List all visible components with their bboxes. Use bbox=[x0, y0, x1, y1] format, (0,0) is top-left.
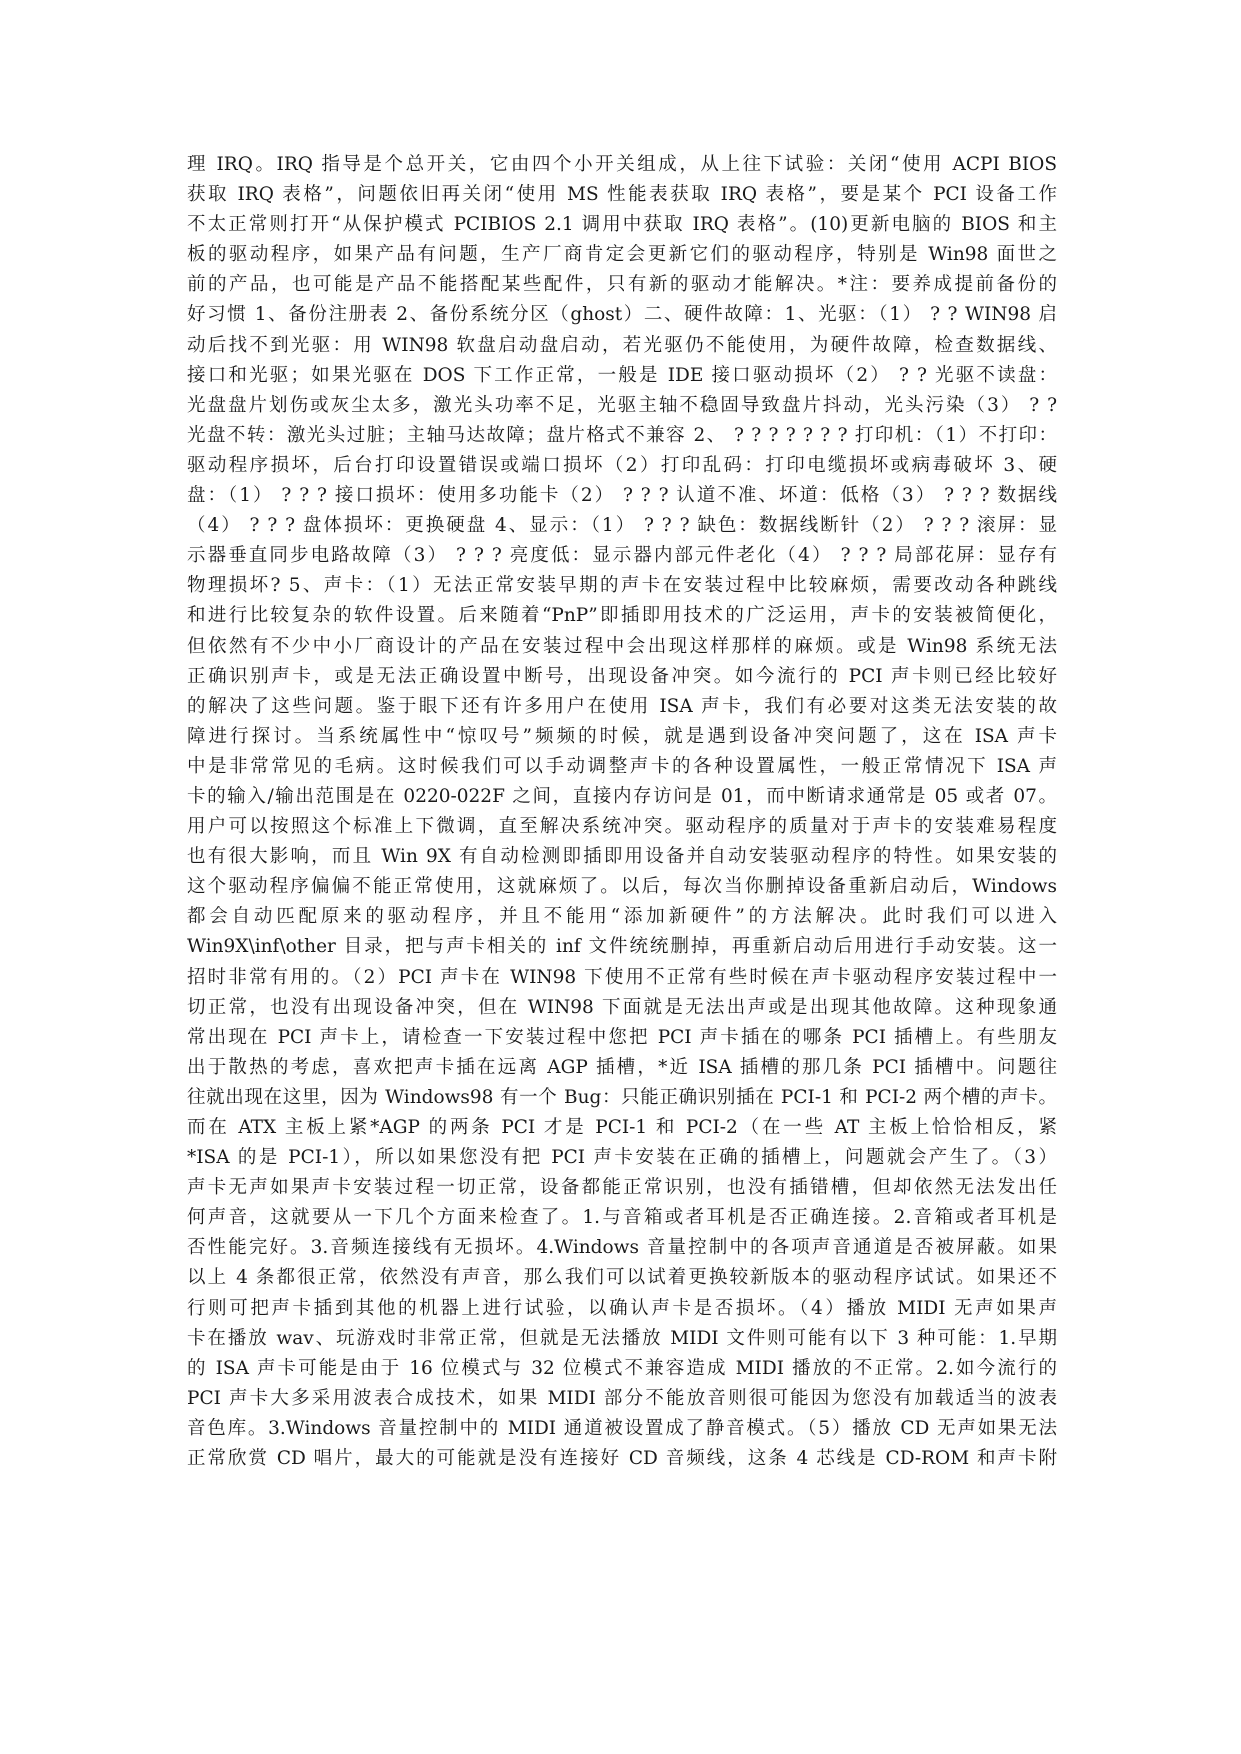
text-line: 动后找不到光驱：用 WIN98 软盘启动盘启动，若光驱仍不能使用，为硬件故障，检查数据线、 bbox=[187, 334, 1057, 356]
text-line: 的 ISA 声卡可能是由于 16 位模式与 32 位模式不兼容造成 MIDI 播放的不正常。2.如今流行的 bbox=[187, 1357, 1057, 1379]
text-line: 获取 IRQ 表格”，问题依旧再关闭“使用 MS 性能表获取 IRQ 表格”，要是某个 PCI 设备工作 bbox=[187, 184, 1057, 206]
text-line: 常出现在 PCI 声卡上，请检查一下安装过程中您把 PCI 声卡插在的哪条 PCI 插槽上。有些朋友 bbox=[187, 1026, 1057, 1048]
text-line: 都会自动匹配原来的驱动程序，并且不能用“添加新硬件”的方法解决。此时我们可以进入 bbox=[187, 906, 1057, 928]
text-line: 接口和光驱；如果光驱在 DOS 下工作正常，一般是 IDE 接口驱动损坏（2） ? ? 光驱不读盘： bbox=[187, 364, 1057, 386]
text-line: （4） ? ? ? 盘体损坏：更换硬盘 4、显示：（1） ? ? ? 缺色：数据线断针（2） ? ? ? 滚屏：显 bbox=[187, 515, 1057, 537]
text-line: 盘：（1） ? ? ? 接口损坏：使用多功能卡（2） ? ? ? 认道不准、坏道：低格（3） ? ? ? 数据线 bbox=[187, 485, 1057, 507]
text-line: 理 IRQ。IRQ 指导是个总开关，它由四个小开关组成，从上往下试验：关闭“使用 ACPI BIOS bbox=[187, 154, 1057, 175]
text-line: 往就出现在这里，因为 Windows98 有一个 Bug：只能正确识别插在 PCI-1 和 PCI-2 两个槽的声卡。 bbox=[187, 1086, 1057, 1108]
text-line: 以上 4 条都很正常，依然没有声音，那么我们可以试着更换较新版本的驱动程序试试。如果还不 bbox=[187, 1267, 1057, 1289]
text-line: 板的驱动程序，如果产品有问题，生产厂商肯定会更新它们的驱动程序，特别是 Win98 面世之 bbox=[187, 244, 1057, 266]
text-line: 而在 ATX 主板上紧*AGP 的两条 PCI 才是 PCI-1 和 PCI-2（在一些 AT 主板上恰恰相反，紧 bbox=[187, 1117, 1057, 1138]
text-line: 障进行探讨。当系统属性中“惊叹号”频频的时候，就是遇到设备冲突问题了，这在 ISA 声卡 bbox=[187, 725, 1057, 747]
text-line: 招时非常有用的。（2）PCI 声卡在 WIN98 下使用不正常有些时候在声卡驱动程序安装过程中一 bbox=[187, 966, 1057, 988]
text-line: 用户可以按照这个标准上下微调，直至解决系统冲突。驱动程序的质量对于声卡的安装难易程度 bbox=[187, 816, 1057, 838]
text-line: 何声音，这就要从一下几个方面来检查了。1.与音箱或者耳机是否正确连接。2.音箱或者耳机是 bbox=[187, 1207, 1057, 1229]
text-line: 行则可把声卡插到其他的机器上进行试验，以确认声卡是否损坏。（4）播放 MIDI 无声如果声 bbox=[187, 1297, 1057, 1319]
text-line: 示器垂直同步电路故障（3） ? ? ? 亮度低：显示器内部元件老化（4） ? ? ? 局部花屏：显存有 bbox=[187, 545, 1057, 567]
text-line: 卡的输入/输出范围是在 0220-022F 之间，直接内存访问是 01，而中断请求通常是 05 或者 07。 bbox=[187, 785, 1057, 807]
text-line: 和进行比较复杂的软件设置。后来随着“PnP”即插即用技术的广泛运用，声卡的安装被简便化， bbox=[187, 605, 1057, 627]
body-text bbox=[187, 150, 1057, 1474]
text-line: 这个驱动程序偏偏不能正常使用，这就麻烦了。以后，每次当你删掉设备重新启动后，Windows bbox=[187, 876, 1057, 898]
text-line: 但依然有不少中小厂商设计的产品在安装过程中会出现这样那样的麻烦。或是 Win98 系统无法 bbox=[187, 635, 1057, 657]
text-line: 光盘盘片划伤或灰尘太多，激光头功率不足，光驱主轴不稳固导致盘片抖动，光头污染（3） ? ? bbox=[187, 394, 1057, 416]
text-line: 切正常，也没有出现设备冲突，但在 WIN98 下面就是无法出声或是出现其他故障。这种现象通 bbox=[187, 996, 1057, 1018]
text-line: 正确识别声卡，或是无法正确设置中断号，出现设备冲突。如今流行的 PCI 声卡则已经比较好 bbox=[187, 665, 1057, 687]
text-line: Win9X\inf\other 目录，把与声卡相关的 inf 文件统统删掉，再重新启动后用进行手动安装。这一 bbox=[187, 936, 1057, 958]
text-line: *ISA 的是 PCI-1），所以如果您没有把 PCI 声卡安装在正确的插槽上，问题就会产生了。（3） bbox=[187, 1147, 1057, 1169]
text-line: 音色库。3.Windows 音量控制中的 MIDI 通道被设置成了静音模式。（5）播放 CD 无声如果无法 bbox=[187, 1417, 1057, 1439]
text-line: 前的产品，也可能是产品不能搭配某些配件，只有新的驱动才能解决。*注：要养成提前备份的 bbox=[187, 274, 1057, 296]
text-line: 正常欣赏 CD 唱片，最大的可能就是没有连接好 CD 音频线，这条 4 芯线是 CD-ROM 和声卡附 bbox=[187, 1448, 1057, 1470]
text-line: 声卡无声如果声卡安装过程一切正常，设备都能正常识别，也没有插错槽，但却依然无法发出任 bbox=[187, 1177, 1057, 1199]
text-line: 中是非常常见的毛病。这时候我们可以手动调整声卡的各种设置属性，一般正常情况下 ISA 声 bbox=[187, 755, 1057, 777]
text-line: 好习惯 1、备份注册表 2、备份系统分区（ghost）二、硬件故障：1、光驱：（1） ? ? WIN98 启 bbox=[187, 304, 1057, 326]
text-line: PCI 声卡大多采用波表合成技术，如果 MIDI 部分不能放音则很可能因为您没有加载适当的波表 bbox=[187, 1387, 1057, 1409]
text-line: 的解决了这些问题。鉴于眼下还有许多用户在使用 ISA 声卡，我们有必要对这类无法安装的故 bbox=[187, 695, 1057, 717]
text-line: 也有很大影响，而且 Win 9X 有自动检测即插即用设备并自动安装驱动程序的特性。如果安装的 bbox=[187, 846, 1057, 868]
text-line: 出于散热的考虑，喜欢把声卡插在远离 AGP 插槽，*近 ISA 插槽的那几条 PCI 插槽中。问题往 bbox=[187, 1056, 1057, 1078]
text-line: 物理损坏? 5、声卡：（1）无法正常安装早期的声卡在安装过程中比较麻烦，需要改动各种跳线 bbox=[187, 575, 1057, 597]
text-line: 驱动程序损坏，后台打印设置错误或端口损坏（2）打印乱码：打印电缆损坏或病毒破坏 3、硬 bbox=[187, 454, 1057, 476]
text-line: 卡在播放 wav、玩游戏时非常正常，但就是无法播放 MIDI 文件则可能有以下 3 种可能：1.早期 bbox=[187, 1327, 1057, 1349]
text-line: 否性能完好。3.音频连接线有无损坏。4.Windows 音量控制中的各项声音通道是否被屏蔽。如果 bbox=[187, 1237, 1057, 1259]
text-line: 光盘不转：激光头过脏；主轴马达故障；盘片格式不兼容 2、 ? ? ? ? ? ? ? 打印机：（1）不打印： bbox=[187, 424, 1057, 446]
text-line: 不太正常则打开“从保护模式 PCIBIOS 2.1 调用中获取 IRQ 表格”。(10)更新电脑的 BIOS 和主 bbox=[187, 214, 1057, 236]
